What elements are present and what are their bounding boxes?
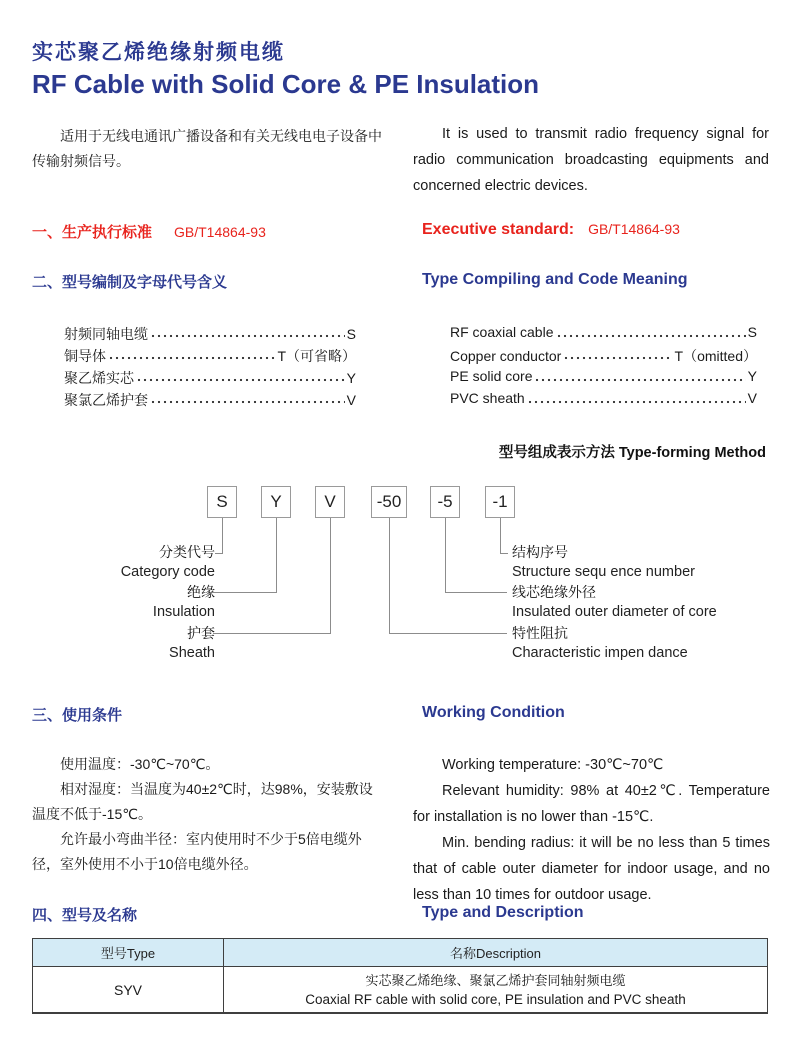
table-header-description: 名称Description bbox=[449, 946, 542, 961]
intro-paragraph-en: It is used to transmit radio frequency signal for radio communication broadcasting equipments and concerned electric devices. bbox=[413, 126, 769, 194]
section1-label-en: Executive standard: bbox=[422, 221, 575, 238]
code-item bbox=[64, 390, 356, 412]
section1-label-zh: 一、生产执行标准 bbox=[32, 224, 153, 241]
dotted-leader bbox=[563, 346, 672, 368]
code-item bbox=[450, 390, 757, 412]
code-item bbox=[450, 368, 757, 390]
code-letter: Y bbox=[747, 368, 757, 384]
section1-heading-zh bbox=[32, 221, 266, 242]
code-item bbox=[450, 324, 757, 346]
description-zh: 实芯聚乙烯绝缘、聚氯乙烯护套同轴射频电缆 bbox=[365, 972, 626, 988]
description-en: Coaxial RF cable with solid core, PE insulation and PVC sheath bbox=[305, 991, 686, 1007]
connector-line bbox=[445, 592, 507, 593]
diagram-label-impedance bbox=[512, 624, 782, 663]
code-box-category: S bbox=[207, 486, 237, 518]
connector-line bbox=[500, 553, 508, 554]
dotted-leader bbox=[534, 368, 745, 390]
code-box-sheath: V bbox=[315, 486, 345, 518]
code-letter: T（可省略） bbox=[277, 348, 356, 364]
connector-line bbox=[276, 518, 277, 593]
connector-line bbox=[213, 633, 331, 634]
code-label: PVC sheath bbox=[450, 390, 525, 406]
code-item bbox=[64, 368, 356, 390]
code-letter: Y bbox=[346, 370, 356, 386]
diagram-label-sheath bbox=[0, 624, 215, 663]
code-label: 铜导体 bbox=[64, 348, 106, 364]
table-header-row bbox=[33, 939, 767, 967]
section1-heading-en bbox=[422, 221, 680, 239]
label-en: Category code bbox=[120, 564, 215, 580]
code-box-impedance: -50 bbox=[371, 486, 407, 518]
type-forming-heading: 型号组成表示方法 Type-forming Method bbox=[498, 445, 766, 461]
code-list-en bbox=[450, 324, 757, 412]
code-item bbox=[64, 346, 356, 368]
wc-paragraph: Working temperature: -30℃~70℃ bbox=[442, 757, 664, 773]
wc-paragraph: Relevant humidity: 98% at 40±2℃. Temperature for installation is no lower than -15℃. bbox=[413, 783, 770, 825]
code-list-zh bbox=[64, 324, 356, 412]
section3-heading-en: Working Condition bbox=[422, 704, 565, 721]
label-en: Sheath bbox=[169, 645, 215, 661]
connector-line bbox=[389, 518, 390, 634]
working-condition-zh bbox=[32, 752, 386, 877]
label-en: Characteristic impen dance bbox=[512, 645, 688, 661]
diagram-label-insulation bbox=[0, 583, 215, 622]
code-box-structure-number: -1 bbox=[485, 486, 515, 518]
code-item bbox=[450, 346, 757, 368]
diagram-label-core-diameter bbox=[512, 583, 782, 622]
code-letter: V bbox=[346, 392, 356, 408]
section2-heading-zh: 二、型号编制及字母代号含义 bbox=[32, 274, 228, 291]
table-cell-description bbox=[224, 967, 767, 1012]
label-zh: 绝缘 bbox=[187, 584, 215, 600]
label-en: Insulated outer diameter of core bbox=[512, 604, 717, 620]
label-zh: 分类代号 bbox=[159, 544, 215, 560]
code-label: 聚乙烯实芯 bbox=[64, 370, 134, 386]
connector-line bbox=[500, 518, 501, 554]
code-letter: S bbox=[747, 324, 757, 340]
section1-value-zh: GB/T14864-93 bbox=[174, 224, 266, 240]
connector-line bbox=[389, 633, 507, 634]
intro-paragraph-zh: 适用于无线电通讯广播设备和有关无线电电子设备中传输射频信号。 bbox=[32, 128, 382, 169]
label-zh: 护套 bbox=[187, 625, 215, 641]
table-row bbox=[33, 967, 767, 1012]
section1-value-en: GB/T14864-93 bbox=[588, 221, 680, 237]
dotted-leader bbox=[150, 390, 345, 412]
code-label: 聚氯乙烯护套 bbox=[64, 392, 148, 408]
section3-heading-zh: 三、使用条件 bbox=[32, 707, 123, 724]
code-item bbox=[64, 324, 356, 346]
page-header bbox=[32, 40, 539, 100]
table-header-type: 型号Type bbox=[33, 939, 224, 966]
code-label: Copper conductor bbox=[450, 348, 562, 364]
page-title-en: RF Cable with Solid Core & PE Insulation bbox=[32, 69, 540, 99]
dotted-leader bbox=[136, 368, 345, 390]
code-box-insulation: Y bbox=[261, 486, 291, 518]
connector-line bbox=[222, 518, 223, 554]
connector-line bbox=[215, 553, 223, 554]
connector-line bbox=[330, 518, 331, 634]
section4-heading-en: Type and Description bbox=[422, 904, 584, 921]
table-cell-type: SYV bbox=[33, 967, 224, 1012]
page-title-zh: 实芯聚乙烯绝缘射频电缆 bbox=[32, 41, 285, 64]
connector-line bbox=[212, 592, 277, 593]
wc-paragraph: 使用温度：-30℃~70℃。 bbox=[60, 756, 220, 772]
diagram-label-structure-number bbox=[512, 543, 782, 582]
code-letter: V bbox=[747, 390, 757, 406]
code-letter: T（omitted） bbox=[674, 348, 757, 364]
label-en: Insulation bbox=[152, 604, 215, 620]
code-label: 射频同轴电缆 bbox=[64, 326, 148, 342]
wc-paragraph: Min. bending radius: it will be no less than 5 times that of cable outer diameter for indoor usage, and no less than 10 times for outdoor usage. bbox=[413, 835, 770, 903]
connector-line bbox=[445, 518, 446, 593]
label-zh: 结构序号 bbox=[512, 544, 568, 560]
code-box-core-diameter: -5 bbox=[430, 486, 460, 518]
dotted-leader bbox=[108, 346, 275, 368]
wc-paragraph: 允许最小弯曲半径：室内使用时不少于5倍电缆外径，室外使用不小于10倍电缆外径。 bbox=[32, 831, 362, 872]
code-label: RF coaxial cable bbox=[450, 324, 554, 340]
working-condition-en bbox=[413, 752, 770, 908]
dotted-leader bbox=[556, 324, 746, 346]
wc-paragraph: 相对湿度：当温度为40±2℃时，达98%，安装敷设温度不低于-15℃。 bbox=[32, 781, 373, 822]
dotted-leader bbox=[150, 324, 345, 346]
dotted-leader bbox=[527, 390, 746, 412]
section2-heading-en: Type Compiling and Code Meaning bbox=[422, 271, 688, 288]
label-zh: 线芯绝缘外径 bbox=[512, 584, 596, 600]
label-zh: 特性阻抗 bbox=[512, 625, 568, 641]
type-description-table bbox=[32, 938, 768, 1014]
label-en: Structure sequ ence number bbox=[512, 564, 695, 580]
code-label: PE solid core bbox=[450, 368, 533, 384]
code-letter: S bbox=[346, 326, 356, 342]
diagram-label-category bbox=[0, 543, 215, 582]
section4-heading-zh: 四、型号及名称 bbox=[32, 907, 138, 924]
